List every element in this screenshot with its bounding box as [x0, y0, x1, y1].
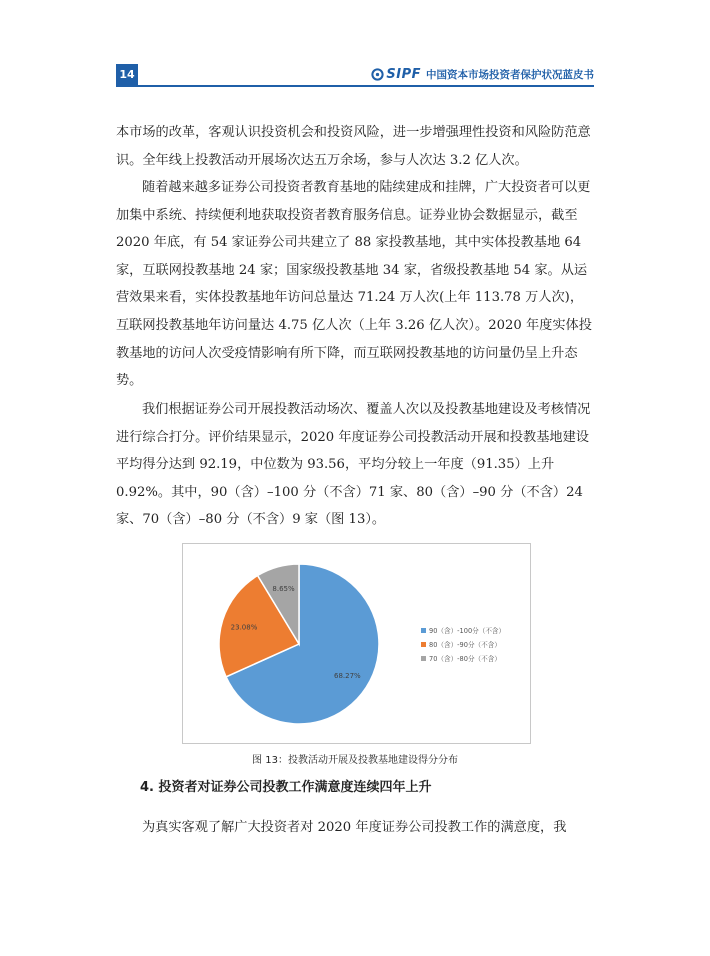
sipf-logo-icon	[371, 68, 384, 81]
paragraph-2: 随着越来越多证券公司投资者教育基地的陆续建成和挂牌，广大投资者可以更加集中系统、持续便利地获取投资者教育服务信息。证券业协会数据显示，截至 2020 年底，有 54 家证券公司共建立了 88 家投教基地，其中实体投教基地 64 家，互联网投教基地 24 家；国家级投教基地 34 家，省级投教基地 54 家。从运营效果来看，实体投教基地年访问总量达 71.24 万人次(上年 113.78 万人次)，互联网投教基地年访问量达 4.75 亿人次（上年 3.26 亿人次）。2020 年度实体投教基地的访问人次受疫情影响有所下降，而互联网投教基地的访问量仍呈上升态势。	[116, 180, 592, 389]
pie-chart-figure	[182, 543, 531, 744]
book-title: 中国资本市场投资者保护状况蓝皮书	[426, 69, 594, 81]
legend-item	[421, 623, 505, 637]
legend-swatch-icon	[421, 628, 426, 633]
header-rule	[116, 85, 594, 87]
slice-data-label: 68.27%	[334, 671, 361, 680]
legend-item	[421, 651, 505, 665]
page-number: 14	[116, 64, 138, 86]
section-heading: 4. 投资者对证券公司投教工作满意度连续四年上升	[140, 780, 432, 795]
paragraph-1: 本市场的改革，客观认识投资机会和投资风险，进一步增强理性投资和风险防范意识。全年线上投教活动开展场次达五万余场，参与人次达 3.2 亿人次。	[116, 125, 591, 168]
publisher-logo	[371, 67, 594, 82]
legend-item	[421, 637, 505, 651]
figure-caption: 图 13：投教活动开展及投教基地建设得分分布	[252, 755, 458, 766]
logo-text: SIPF	[386, 67, 421, 82]
paragraph-3: 我们根据证券公司开展投教活动场次、覆盖人次以及投教基地建设及考核情况进行综合打分。评价结果显示，2020 年度证券公司投教活动开展和投教基地建设平均得分达到 92.19，中位数为 93.56，平均分较上一年度（91.35）上升 0.92%。其中，90（含）–100 分（不含）71 家、80（含）–90 分（不含）24 家、70（含）–80 分（不含）9 家（图 13）。	[116, 402, 591, 528]
paragraph-4: 为真实客观了解广大投资者对 2020 年度证券公司投教工作的满意度，我	[142, 820, 567, 835]
legend-label: 80（含）-90分（不含）	[429, 641, 501, 649]
legend-label: 90（含）-100分（不含）	[429, 627, 506, 635]
page-header	[116, 64, 594, 86]
slice-data-label: 23.08%	[230, 623, 258, 632]
legend-label: 70（含）-80分（不含）	[429, 655, 501, 663]
legend-swatch-icon	[421, 642, 426, 647]
chart-legend	[421, 623, 505, 665]
legend-swatch-icon	[421, 656, 426, 661]
slice-data-label: 8.65%	[272, 585, 295, 594]
